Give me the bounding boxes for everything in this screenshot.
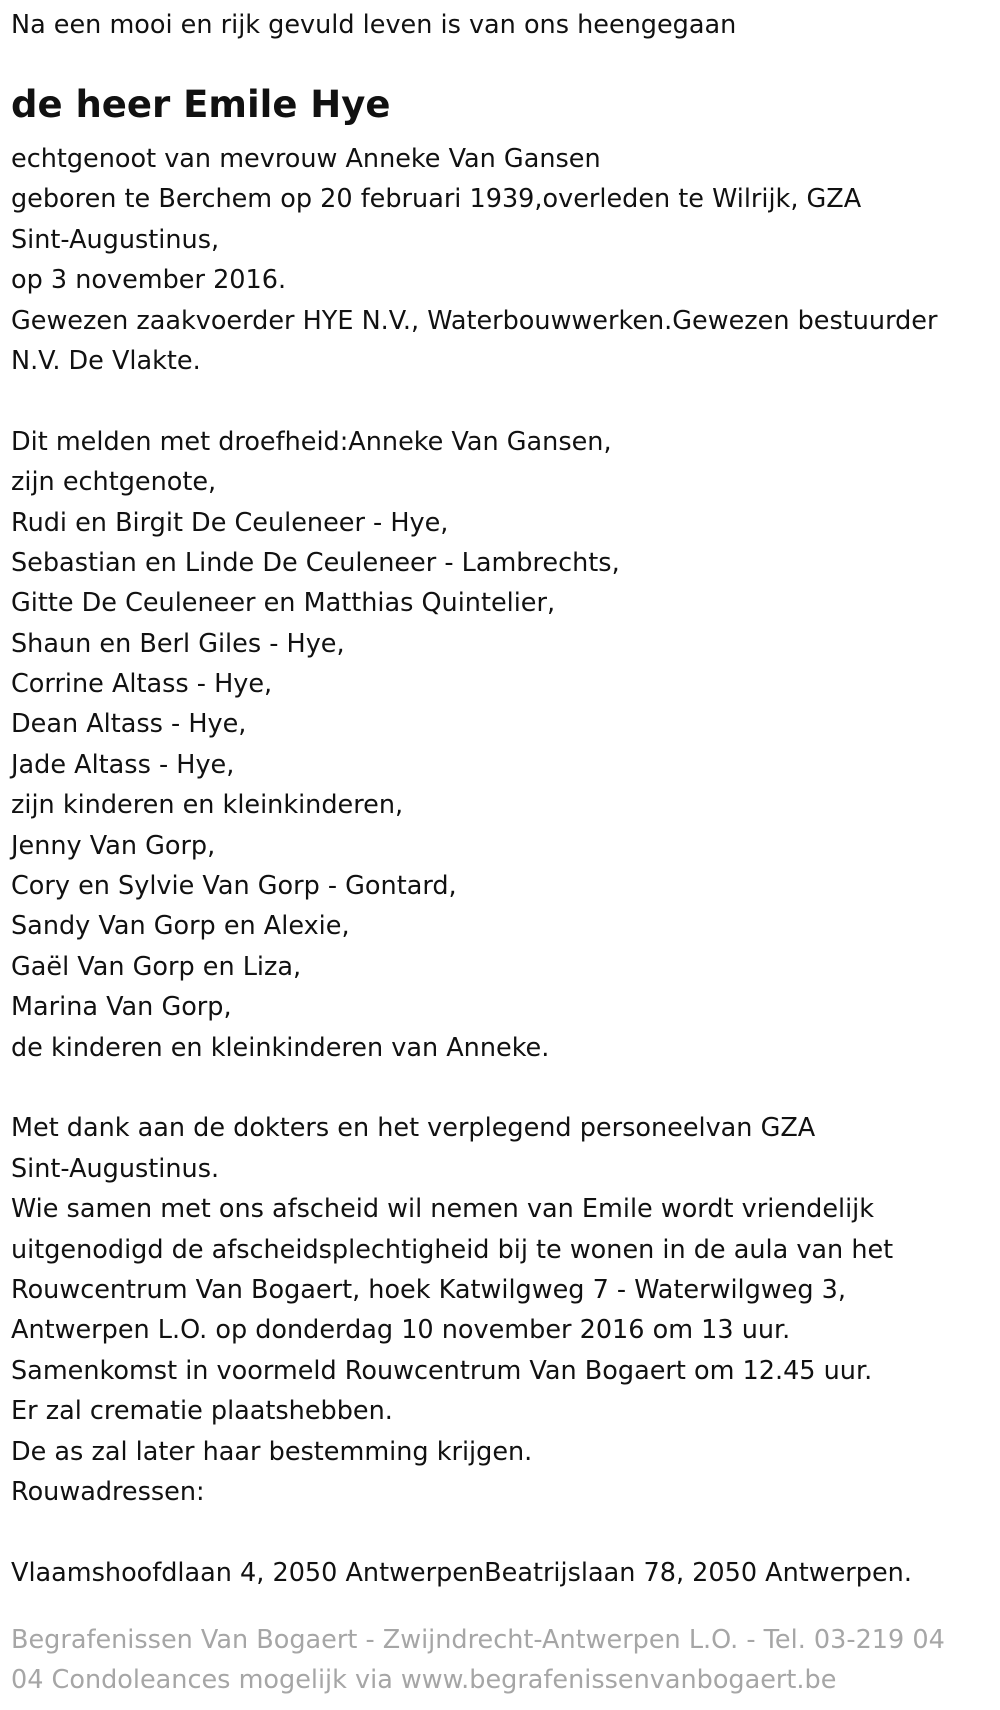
notice-line: de kinderen en kleinkinderen van Anneke. bbox=[11, 1032, 550, 1063]
notice-line: echtgenoot van mevrouw Anneke Van Gansen bbox=[11, 144, 601, 174]
blank-line bbox=[11, 1512, 996, 1552]
notice-line: Sebastian en Linde De Ceuleneer - Lambrechts, bbox=[11, 547, 620, 578]
notice-line: Gewezen zaakvoerder HYE N.V., Waterbouwwerken.Gewezen bestuurder bbox=[11, 305, 938, 336]
notice-line: Jenny Van Gorp, bbox=[11, 830, 216, 861]
notice-line: De as zal later haar bestemming krijgen. bbox=[11, 1436, 533, 1467]
notice-line: Rudi en Birgit De Ceuleneer - Hye, bbox=[11, 507, 449, 538]
notice-line: Sandy Van Gorp en Alexie, bbox=[11, 911, 350, 942]
footer-line: 04 Condoleances mogelijk via www.begrafenissenvanbogaert.be bbox=[11, 1665, 837, 1695]
notice-line: Er zal crematie plaatshebben. bbox=[11, 1396, 393, 1427]
notice-body bbox=[11, 139, 996, 1593]
notice-line: Gaël Van Gorp en Liza, bbox=[11, 951, 302, 982]
notice-line: Rouwadressen: bbox=[11, 1476, 205, 1507]
footer-line: Begrafenissen Van Bogaert - Zwijndrecht-Antwerpen L.O. - Tel. 03-219 04 bbox=[11, 1625, 945, 1655]
notice-line: Sint-Augustinus. bbox=[11, 1153, 220, 1184]
deceased-name: de heer Emile Hye bbox=[11, 83, 391, 126]
notice-line: Dean Altass - Hye, bbox=[11, 709, 247, 740]
notice-line: Marina Van Gorp, bbox=[11, 992, 232, 1023]
notice-line: Sint-Augustinus, bbox=[11, 224, 220, 255]
notice-line: Vlaamshoofdlaan 4, 2050 AntwerpenBeatrijslaan 78, 2050 Antwerpen. bbox=[11, 1557, 912, 1588]
notice-line: Jade Altass - Hye, bbox=[11, 749, 235, 780]
notice-line: Met dank aan de dokters en het verplegend personeelvan GZA bbox=[11, 1113, 816, 1144]
notice-intro: Na een mooi en rijk gevuld leven is van ons heengegaan bbox=[11, 10, 737, 40]
notice-line: Samenkomst in voormeld Rouwcentrum Van Bogaert om 12.45 uur. bbox=[11, 1355, 873, 1386]
notice-line: Dit melden met droefheid:Anneke Van Gansen, bbox=[11, 426, 612, 457]
notice-line: geboren te Berchem op 20 februari 1939,overleden te Wilrijk, GZA bbox=[11, 184, 862, 215]
notice-line: op 3 november 2016. bbox=[11, 265, 287, 296]
funeral-home-footer bbox=[11, 1620, 996, 1700]
notice-line: Rouwcentrum Van Bogaert, hoek Katwilgweg 7 - Waterwilgweg 3, bbox=[11, 1274, 846, 1305]
notice-line: Gitte De Ceuleneer en Matthias Quintelier, bbox=[11, 588, 556, 619]
notice-line: zijn kinderen en kleinkinderen, bbox=[11, 790, 404, 821]
notice-line: uitgenodigd de afscheidsplechtigheid bij te wonen in de aula van het bbox=[11, 1234, 894, 1265]
notice-line: Wie samen met ons afscheid wil nemen van Emile wordt vriendelijk bbox=[11, 1194, 875, 1225]
notice-line: Antwerpen L.O. op donderdag 10 november 2016 om 13 uur. bbox=[11, 1315, 791, 1346]
notice-line: N.V. De Vlakte. bbox=[11, 345, 201, 376]
notice-line: Shaun en Berl Giles - Hye, bbox=[11, 628, 345, 659]
notice-line: zijn echtgenote, bbox=[11, 467, 217, 498]
notice-line: Cory en Sylvie Van Gorp - Gontard, bbox=[11, 871, 457, 902]
notice-line: Corrine Altass - Hye, bbox=[11, 669, 273, 700]
blank-line bbox=[11, 1068, 996, 1108]
blank-line bbox=[11, 381, 996, 421]
